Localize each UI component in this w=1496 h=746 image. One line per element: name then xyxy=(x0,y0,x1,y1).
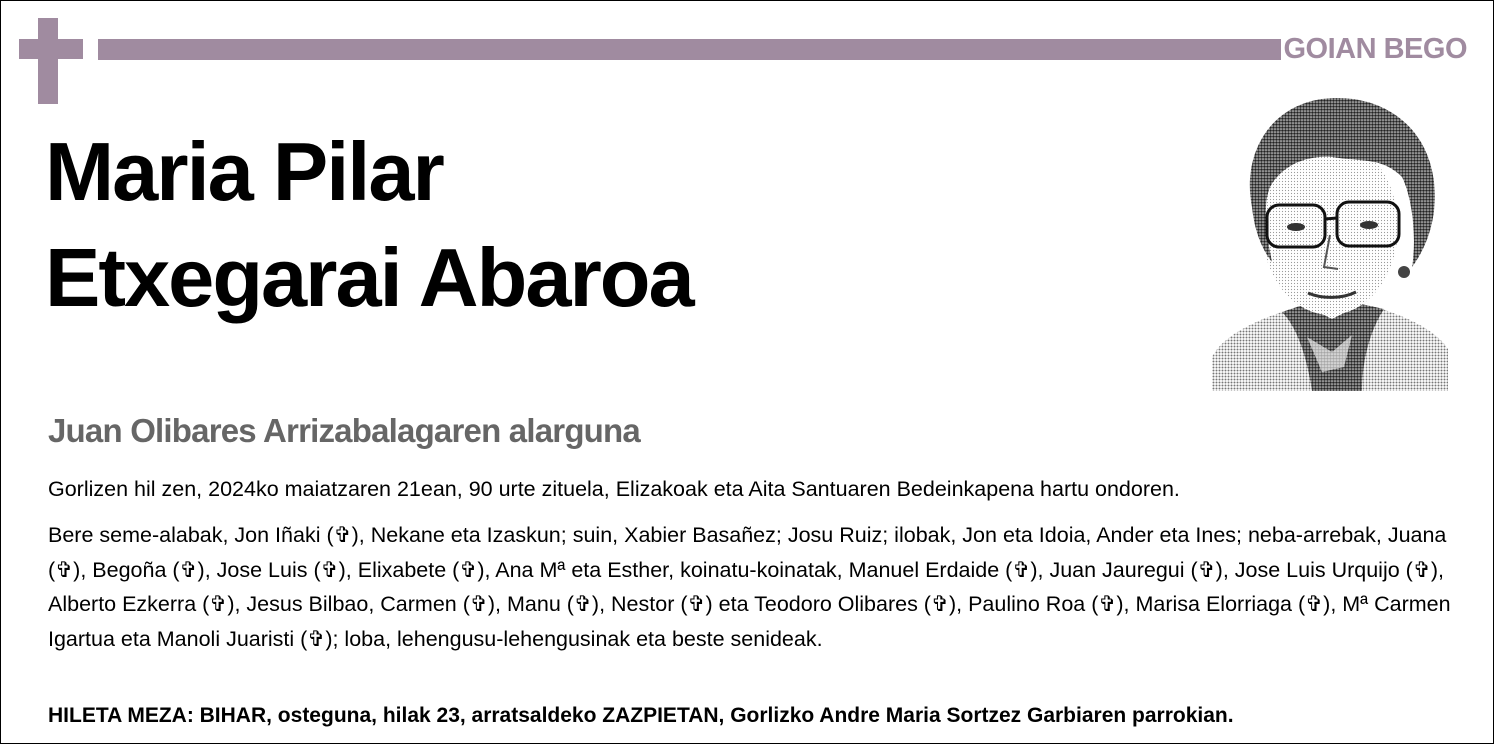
death-notice-text: Gorlizen hil zen, 2024ko maiatzaren 21ean, 90 urte zituela, Elizakoak eta Aita Santuaren Bedeinkapena hartu ondoren. xyxy=(48,477,1180,501)
header-bar xyxy=(98,39,1281,60)
deceased-last-name: Etxegarai Abaroa xyxy=(45,231,693,324)
funeral-mass-text: HILETA MEZA: BIHAR, osteguna, hilak 23, arratsaldeko ZAZPIETAN, Gorlizko Andre Maria Sortzez Garbiaren parrokian. xyxy=(48,704,1234,727)
cross-vertical xyxy=(38,18,58,104)
family-list-text: Bere seme-alabak, Jon Iñaki (✞), Nekane eta Izaskun; suin, Xabier Basañez; Josu Ruiz; ilobak, Jon eta Idoia, Ander eta Ines; neba-arrebak, Juana (✞), Begoña (✞), Jose Luis (✞), Elixabete (✞), Ana Mª eta Esther, koinatu-koinatak, Manuel Erdaide (✞), Juan Jauregui (✞), Jose Luis Urquijo (✞), Alberto Ezkerra (✞), Jesus Bilbao, Carmen (✞), Manu (✞), Nestor (✞) eta Teodoro Olibares (✞), Paulino Roa (✞), Marisa Elorriaga (✞), Mª Carmen Igartua eta Manoli Juaristi (✞); loba, lehengusu-lehengusinak eta beste senideak. xyxy=(48,523,1451,651)
cross-horizontal xyxy=(19,39,83,59)
cross-icon xyxy=(19,18,83,104)
deceased-first-name: Maria Pilar xyxy=(45,125,443,218)
subtitle-widow-of: Juan Olibares Arrizabalagaren alarguna xyxy=(48,412,640,449)
deceased-name xyxy=(45,119,1145,331)
location-label: GOIAN BEGO xyxy=(1283,33,1467,65)
portrait-photo xyxy=(1212,87,1448,391)
